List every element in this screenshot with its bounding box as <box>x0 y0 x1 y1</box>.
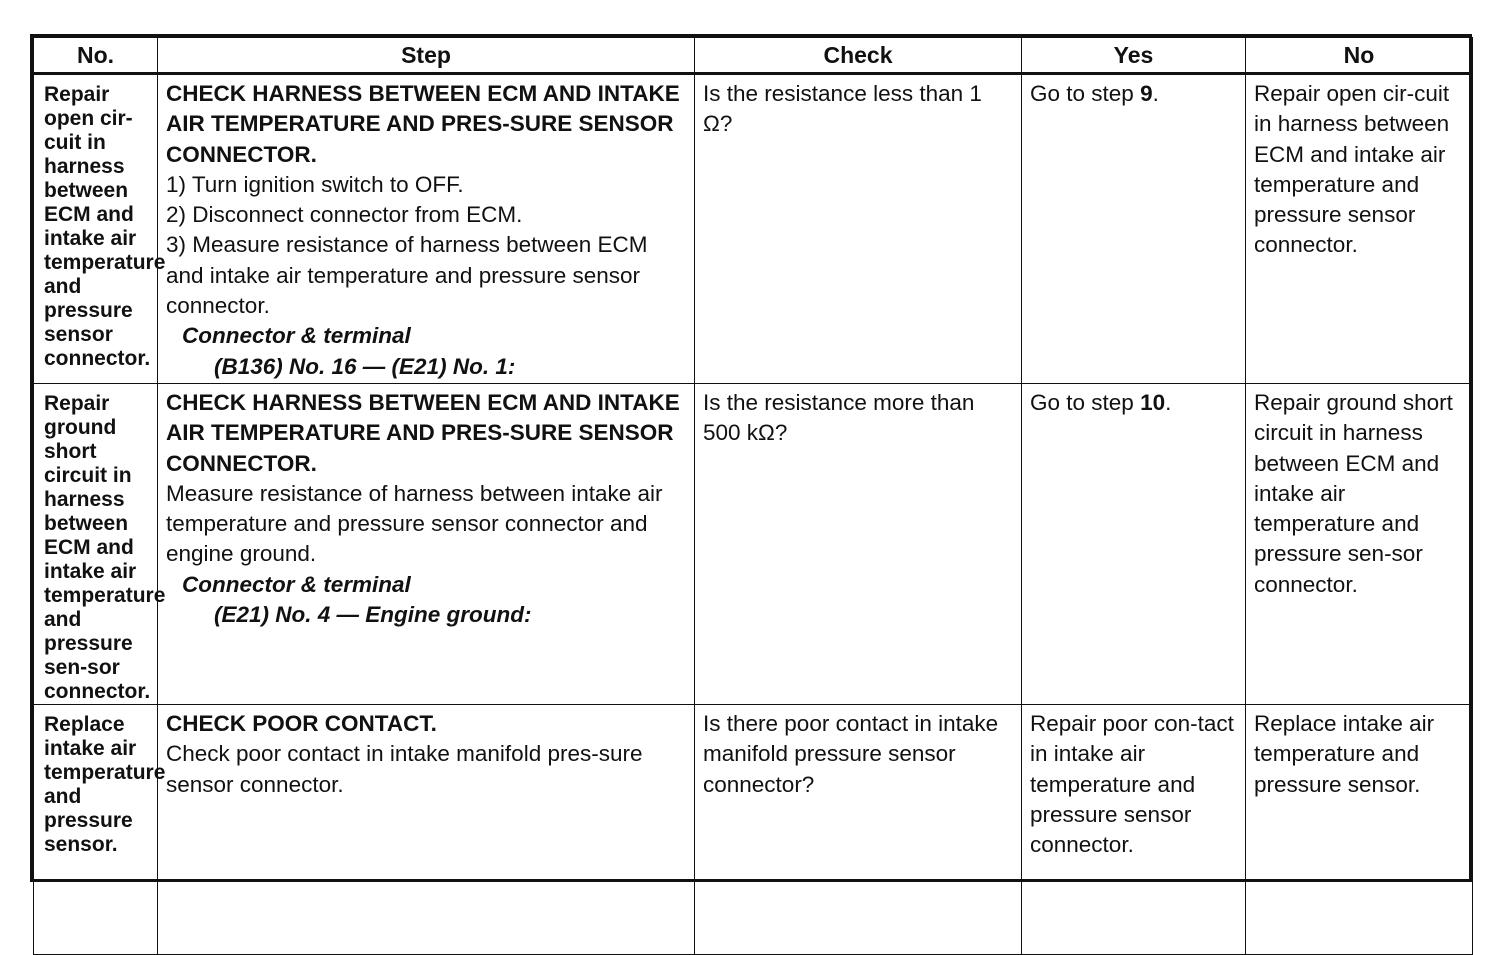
header-no-result: No <box>1246 38 1473 74</box>
yes-prefix: Go to step <box>1030 390 1141 415</box>
step-instruction: 1) Turn ignition switch to OFF. <box>166 171 464 197</box>
no-text: Replace intake air temperature and pressure sensor. <box>1254 711 1435 797</box>
no-text: Repair ground short circuit in harness between ECM and intake air temperature and pressure sen-sor connector. <box>1254 390 1453 597</box>
step-title: CHECK HARNESS BETWEEN ECM AND INTAKE AIR TEMPERATURE AND PRES-SURE SENSOR CONNECTOR. <box>166 81 680 167</box>
step-instruction: 2) Disconnect connector from ECM. <box>166 202 523 228</box>
row-number-cell <box>34 74 166 384</box>
check-text: Is there poor contact in intake manifold pressure sensor connector? <box>703 711 999 797</box>
step-title: CHECK HARNESS BETWEEN ECM AND INTAKE AIR TEMPERATURE AND PRES-SURE SENSOR CONNECTOR. <box>166 390 680 476</box>
yes-suffix: . <box>1165 390 1172 415</box>
header-row <box>34 38 1473 74</box>
step-cell <box>158 384 695 705</box>
yes-text <box>1022 384 1245 418</box>
connector-title: Connector & terminal <box>182 571 411 597</box>
no-cell <box>1246 705 1473 955</box>
table-row <box>34 74 1473 384</box>
no-cell <box>1246 384 1473 705</box>
header-check: Check <box>695 38 1022 74</box>
yes-cell <box>1022 705 1246 955</box>
yes-step-number: 9 <box>1140 81 1153 106</box>
row-number: Repair open cir-cuit in harness between ECM and intake air temperature and pressure sensor connector. <box>44 83 166 370</box>
diagnostic-table-grid <box>33 37 1473 955</box>
check-text: Is the resistance less than 1 Ω? <box>703 81 982 137</box>
yes-cell <box>1022 384 1246 705</box>
table-row <box>34 384 1473 705</box>
header-yes: Yes <box>1022 38 1246 74</box>
row-number: Repair ground short circuit in harness between ECM and intake air temperature and pressure sen-sor connector. <box>44 392 166 703</box>
step-title: CHECK POOR CONTACT. <box>166 711 437 736</box>
row-number-cell <box>34 384 166 705</box>
step-cell <box>158 705 695 955</box>
yes-cell <box>1022 74 1246 384</box>
step-instruction: Measure resistance of harness between intake air temperature and pressure sensor connector and engine ground. <box>166 480 663 567</box>
row-number-cell <box>34 705 166 955</box>
no-cell <box>1246 74 1473 384</box>
check-cell <box>695 705 1022 955</box>
row-number: Replace intake air temperature and pressure sensor. <box>44 713 166 856</box>
step-cell <box>158 74 695 384</box>
no-text: Repair open cir-cuit in harness between ECM and intake air temperature and pressure sensor connector. <box>1254 81 1450 258</box>
header-step: Step <box>158 38 695 74</box>
yes-prefix: Go to step <box>1030 81 1141 106</box>
table-row <box>34 705 1473 955</box>
step-instruction: 3) Measure resistance of harness between ECM and intake air temperature and pressure sensor connector. <box>166 232 648 319</box>
check-cell <box>695 384 1022 705</box>
step-instruction: Check poor contact in intake manifold pres-sure sensor connector. <box>166 741 643 797</box>
diagnostic-table <box>30 34 1472 882</box>
check-cell <box>695 74 1022 384</box>
yes-text <box>1022 75 1245 109</box>
connector-detail: (E21) No. 4 — Engine ground: <box>214 602 532 628</box>
header-no: No. <box>34 38 158 74</box>
connector-title: Connector & terminal <box>182 323 411 349</box>
yes-step-number: 10 <box>1140 390 1166 415</box>
connector-detail: (B136) No. 16 — (E21) No. 1: <box>214 353 516 379</box>
yes-suffix: . <box>1152 81 1159 106</box>
yes-text: Repair poor con-tact in intake air temperature and pressure sensor connector. <box>1030 711 1234 858</box>
check-text: Is the resistance more than 500 kΩ? <box>703 390 975 446</box>
